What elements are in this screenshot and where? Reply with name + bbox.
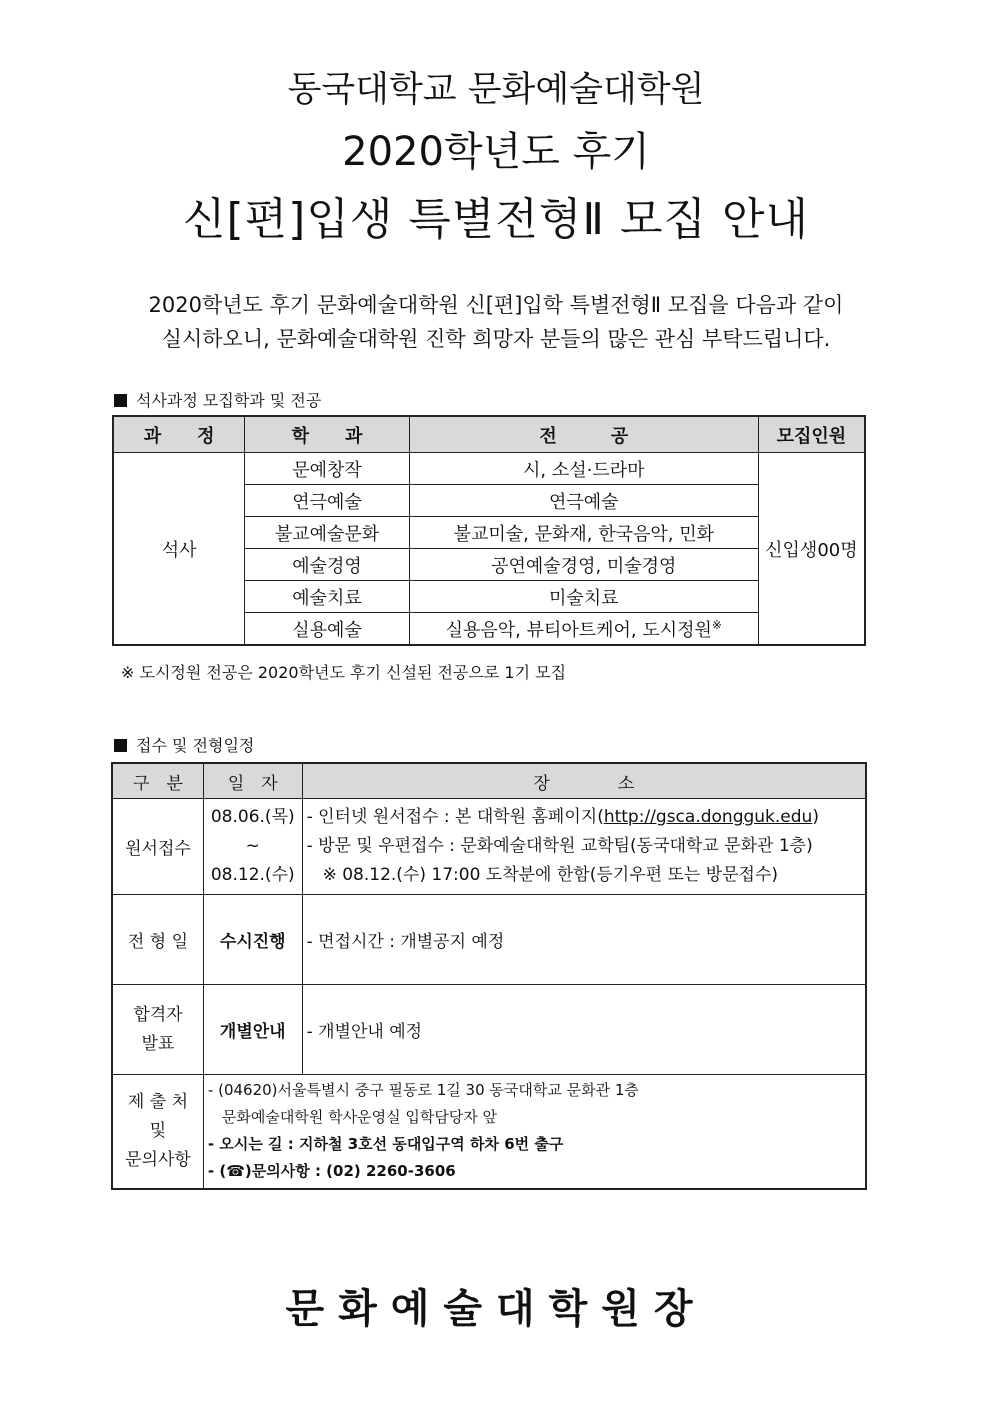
screening-place: - 면접시간 : 개별공지 예정 bbox=[302, 895, 866, 985]
major-cell bbox=[409, 613, 758, 646]
majors-table bbox=[112, 415, 866, 646]
major-cell: 공연예술경영, 미술경영 bbox=[409, 549, 758, 581]
table-row bbox=[112, 985, 866, 1075]
announce-date: 개별안내 bbox=[203, 985, 302, 1075]
intro-line-1: 2020학년도 후기 문화예술대학원 신[편]입학 특별전형Ⅱ 모집을 다음과 같이 bbox=[148, 293, 844, 317]
quota-cell: 신입생00명 bbox=[758, 453, 865, 646]
apply-date-tilde: ~ bbox=[245, 836, 260, 856]
announce-label-2: 발표 bbox=[141, 1033, 175, 1054]
doc-title-school: 동국대학교 문화예술대학원 bbox=[287, 70, 705, 110]
announce-place: - 개별안내 예정 bbox=[302, 985, 866, 1075]
apply-online-text: - 인터넷 원서접수 : 본 대학원 홈페이지( bbox=[306, 807, 604, 827]
dept-cell: 예술치료 bbox=[245, 581, 410, 613]
apply-visit-mail: - 방문 및 우편접수 : 문화예술대학원 교학팀(동국대학교 문화관 1층) bbox=[306, 836, 813, 856]
header-category: 구 분 bbox=[112, 763, 203, 799]
contact-label-3: 문의사항 bbox=[125, 1149, 191, 1170]
phone-text: )문의사항 : (02) 2260-3606 bbox=[244, 1162, 456, 1181]
major-text: 실용음악, 뷰티아트케어, 도시정원 bbox=[445, 619, 712, 641]
note-mark: ※ bbox=[711, 617, 722, 632]
header-dept: 학 과 bbox=[245, 416, 410, 453]
square-bullet-icon bbox=[114, 739, 127, 752]
table-row bbox=[112, 799, 866, 895]
major-cell: 미술치료 bbox=[409, 581, 758, 613]
section2-title: 접수 및 전형일정 bbox=[136, 736, 255, 755]
table-row bbox=[113, 453, 865, 485]
majors-table-header bbox=[113, 416, 865, 453]
screening-label: 전 형 일 bbox=[112, 895, 203, 985]
phone-prefix: - ( bbox=[207, 1162, 227, 1181]
intro-line-2: 실시하오니, 문화예술대학원 진학 희망자 분들의 많은 관심 부탁드립니다. bbox=[161, 327, 831, 351]
table-row bbox=[112, 1075, 866, 1189]
header-date: 일 자 bbox=[203, 763, 302, 799]
announce-label bbox=[112, 985, 203, 1075]
contact-address: - (04620)서울특별시 중구 필동로 1길 30 동국대학교 문화관 1층 bbox=[207, 1081, 639, 1100]
apply-deadline-note: ※ 08.12.(수) 17:00 도착분에 한함(등기우편 또는 방문접수) bbox=[322, 865, 779, 885]
doc-title-year: 2020학년도 후기 bbox=[342, 129, 650, 175]
header-course: 과 정 bbox=[113, 416, 245, 453]
contact-phone bbox=[208, 1158, 865, 1185]
major-cell: 시, 소설·드라마 bbox=[409, 453, 758, 485]
doc-title-main: 신[편]입생 특별전형Ⅱ 모집 안내 bbox=[183, 194, 809, 245]
contact-label-2: 및 bbox=[149, 1120, 167, 1141]
apply-date-start: 08.06.(목) bbox=[210, 807, 295, 827]
square-bullet-icon bbox=[114, 394, 127, 407]
header-quota: 모집인원 bbox=[758, 416, 865, 453]
contact-directions: - 오시는 길 : 지하철 3호선 동대입구역 하차 6번 출구 bbox=[207, 1135, 564, 1154]
major-cell: 불교미술, 문화재, 한국음악, 민화 bbox=[409, 517, 758, 549]
dept-cell: 연극예술 bbox=[245, 485, 410, 517]
apply-dates bbox=[203, 799, 302, 895]
majors-note: ※ 도시정원 전공은 2020학년도 후기 신설된 전공으로 1기 모집 bbox=[121, 663, 567, 682]
dept-cell: 예술경영 bbox=[245, 549, 410, 581]
schedule-table-header bbox=[112, 763, 866, 799]
announce-label-1: 합격자 bbox=[133, 1004, 183, 1025]
major-cell: 연극예술 bbox=[409, 485, 758, 517]
apply-online-suffix: ) bbox=[812, 807, 819, 827]
section2-heading bbox=[114, 733, 254, 756]
phone-icon: ☎ bbox=[226, 1162, 245, 1181]
course-cell: 석사 bbox=[113, 453, 245, 646]
dept-cell: 실용예술 bbox=[245, 613, 410, 646]
contact-details bbox=[203, 1075, 866, 1189]
homepage-link[interactable]: http://gsca.dongguk.edu bbox=[603, 807, 813, 827]
dept-cell: 불교예술문화 bbox=[245, 517, 410, 549]
header-place: 장 소 bbox=[302, 763, 866, 799]
header-major: 전 공 bbox=[409, 416, 758, 453]
apply-place bbox=[302, 799, 866, 895]
signature: 문화예술대학원장 bbox=[285, 1286, 707, 1332]
section1-title: 석사과정 모집학과 및 전공 bbox=[136, 391, 322, 410]
apply-online bbox=[307, 803, 865, 832]
section1-heading bbox=[114, 388, 321, 411]
schedule-table bbox=[111, 762, 867, 1190]
screening-date: 수시진행 bbox=[203, 895, 302, 985]
apply-label: 원서접수 bbox=[112, 799, 203, 895]
apply-date-end: 08.12.(수) bbox=[210, 865, 295, 885]
dept-cell: 문예창작 bbox=[245, 453, 410, 485]
contact-label bbox=[112, 1075, 203, 1189]
contact-recipient: 문화예술대학원 학사운영실 입학담당자 앞 bbox=[221, 1108, 498, 1127]
contact-label-1: 제 출 처 bbox=[127, 1091, 188, 1112]
table-row bbox=[112, 895, 866, 985]
